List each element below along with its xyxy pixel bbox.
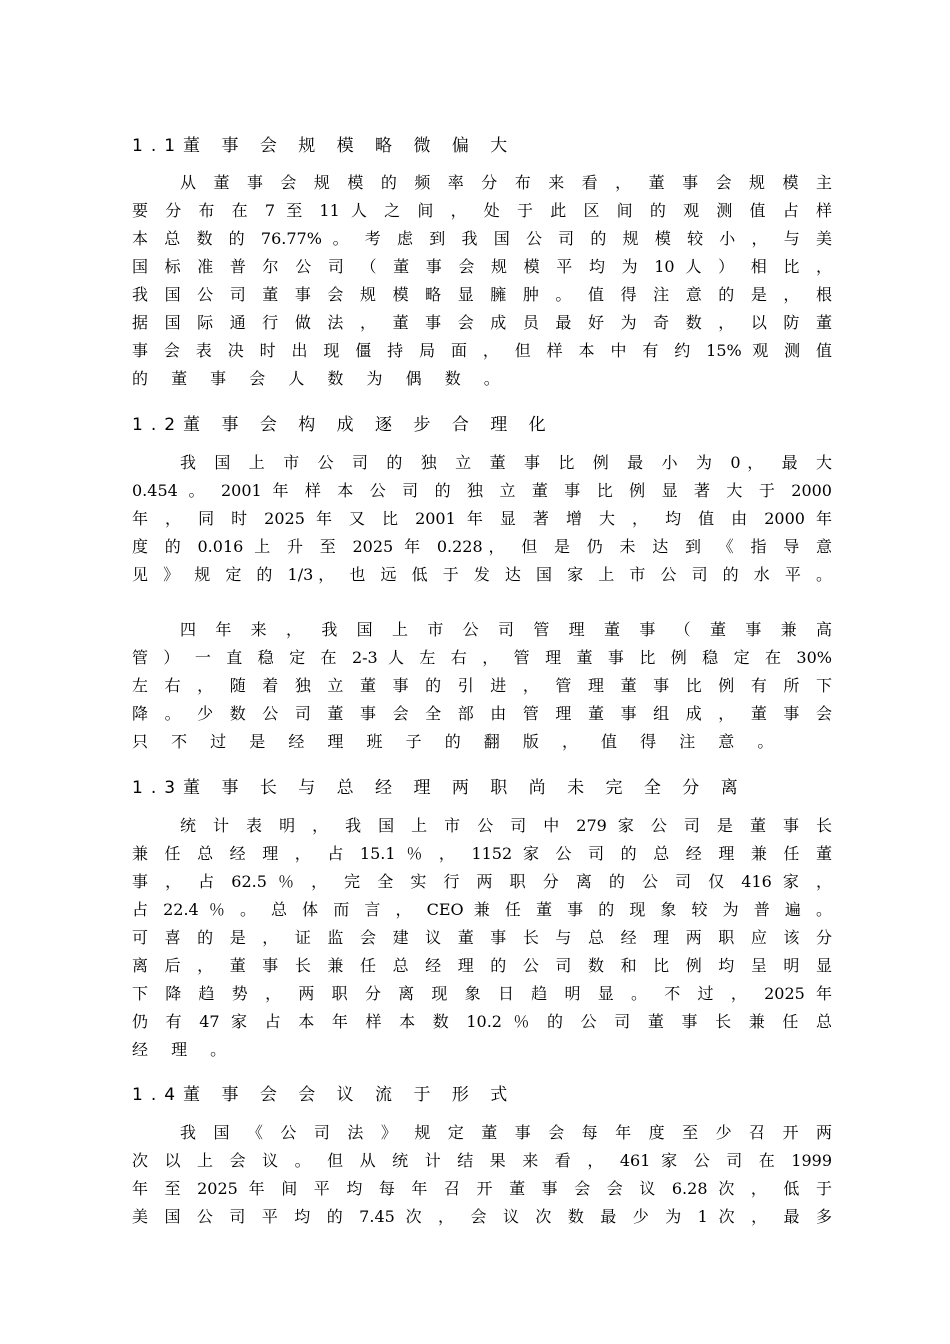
text-line: 兼 任 总 经 理 ， 占 15.1 ％ ， 1152 家 公 司 的 总 经 理 兼 任 董 [132,844,832,863]
text-line: 据 国 际 通 行 做 法 ， 董 事 会 成 员 最 好 为 奇 数 ， 以 防 董 [132,313,832,332]
text-line: 年 至 2025 年 间 平 均 每 年 召 开 董 事 会 会 议 6.28 次 ， 低 于 [132,1179,832,1198]
text-line: 下 降 趋 势 ， 两 职 分 离 现 象 日 趋 明 显 。 不 过 ， 2025 年 [132,984,832,1003]
section-heading-1-2: 1.2董 事 会 构 成 逐 步 合 理 化 [132,415,554,435]
text-line: 经 理 。 [132,1040,236,1059]
text-line: 从 董 事 会 规 模 的 频 率 分 布 来 看 ， 董 事 会 规 模 主 [180,173,832,192]
text-line: 统 计 表 明 ， 我 国 上 市 公 司 中 279 家 公 司 是 董 事 长 [180,816,832,835]
section-heading-1-4: 1.4董 事 会 会 议 流 于 形 式 [132,1085,516,1105]
section-heading-1-3: 1.3董 事 长 与 总 经 理 两 职 尚 未 完 全 分 离 [132,778,746,798]
text-line: 见 》 规 定 的 1/3， 也 远 低 于 发 达 国 家 上 市 公 司 的 水 平 。 [132,565,832,584]
text-line: 四 年 来 ， 我 国 上 市 公 司 管 理 董 事 （ 董 事 兼 高 [180,620,832,639]
paragraph-1-3 [132,812,832,1064]
text-line: 只 不 过 是 经 理 班 子 的 翻 版 ， 值 得 注 意 。 [132,732,783,751]
text-line: 可 喜 的 是 ， 证 监 会 建 议 董 事 长 与 总 经 理 两 职 应 该 分 [132,928,832,947]
text-line: 的 董 事 会 人 数 为 偶 数 。 [132,369,509,388]
text-line: 国 标 准 普 尔 公 司 （ 董 事 会 规 模 平 均 为 10 人 ） 相 比 ， [132,257,832,276]
text-line: 事 会 表 决 时 出 现 僵 持 局 面 ， 但 样 本 中 有 约 15% 观 测 值 [132,341,832,360]
text-line: 本 总 数 的 76.77% 。 考 虑 到 我 国 公 司 的 规 模 较 小 ， 与 美 [132,229,832,248]
text-line: 度 的 0.016 上 升 至 2025 年 0.228， 但 是 仍 未 达 到 《 指 导 意 [132,537,832,556]
paragraph-1-2-a [132,449,832,589]
text-line: 0.454 。 2001 年 样 本 公 司 的 独 立 董 事 比 例 显 著 大 于 2000 [132,481,832,500]
paragraph-1-4 [132,1119,832,1231]
text-line: 年 ， 同 时 2025 年 又 比 2001 年 显 著 增 大 ， 均 值 由 2000 年 [132,509,832,528]
text-line: 美 国 公 司 平 均 的 7.45 次 ， 会 议 次 数 最 少 为 1 次 ， 最 多 [132,1207,832,1226]
text-line: 事 ， 占 62.5 ％ ， 完 全 实 行 两 职 分 离 的 公 司 仅 416 家 ， [132,872,832,891]
section-heading-1-1: 1.1董 事 会 规 模 略 微 偏 大 [132,136,516,156]
text-line: 我 国 上 市 公 司 的 独 立 董 事 比 例 最 小 为 0， 最 大 [180,453,832,472]
text-line: 我 国 公 司 董 事 会 规 模 略 显 臃 肿 。 值 得 注 意 的 是 ， 根 [132,285,832,304]
text-line: 我 国 《 公 司 法 》 规 定 董 事 会 每 年 度 至 少 召 开 两 [180,1123,832,1142]
text-line: 占 22.4 ％ 。 总 体 而 言 ， CEO 兼 任 董 事 的 现 象 较 为 普 遍 。 [132,900,832,919]
text-line: 次 以 上 会 议 。 但 从 统 计 结 果 来 看 ， 461 家 公 司 在 1999 [132,1151,832,1170]
text-line: 降 。 少 数 公 司 董 事 会 全 部 由 管 理 董 事 组 成 ， 董 事 会 [132,704,832,723]
text-line: 仍 有 47 家 占 本 年 样 本 数 10.2 ％ 的 公 司 董 事 长 兼 任 总 [132,1012,832,1031]
paragraph-1-1 [132,169,832,393]
text-line: 离 后 ， 董 事 长 兼 任 总 经 理 的 公 司 数 和 比 例 均 呈 明 显 [132,956,832,975]
text-line: 管 ） 一 直 稳 定 在 2-3 人 左 右 ， 管 理 董 事 比 例 稳 定 在 30% [132,648,832,667]
text-line: 要 分 布 在 7 至 11 人 之 间 ， 处 于 此 区 间 的 观 测 值 占 样 [132,201,832,220]
paragraph-1-2-b [132,616,832,756]
text-line: 左 右 ， 随 着 独 立 董 事 的 引 进 ， 管 理 董 事 比 例 有 所 下 [132,676,832,695]
